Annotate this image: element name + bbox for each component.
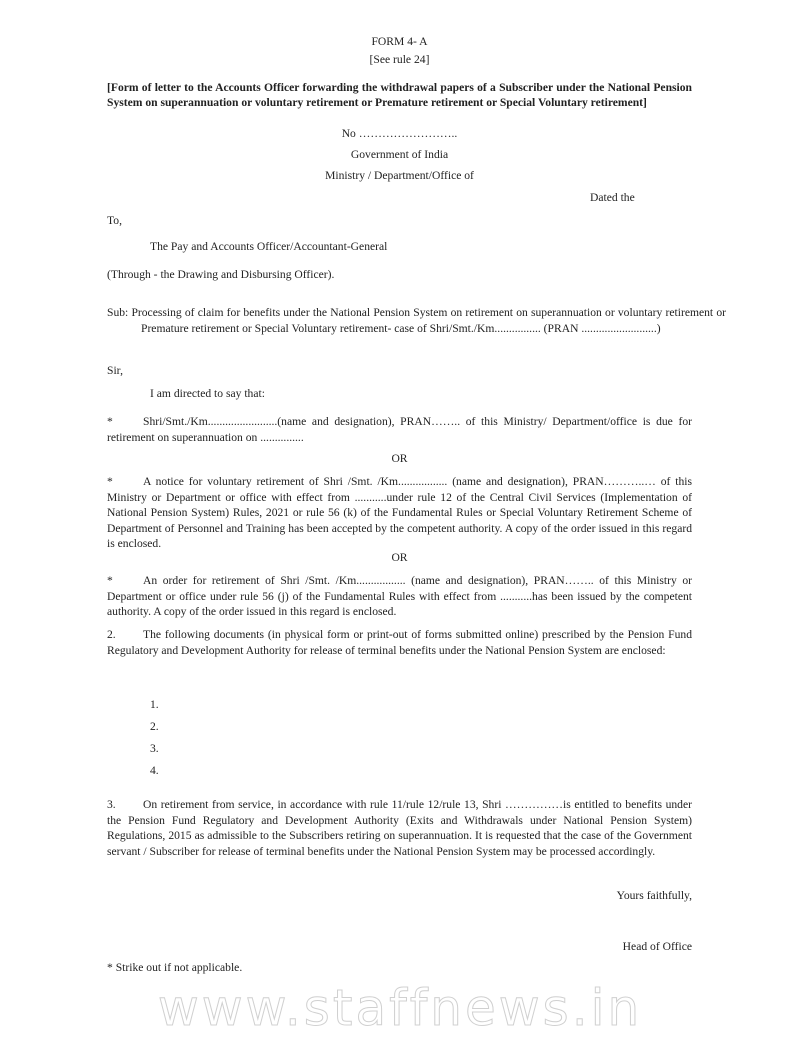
through-line: (Through - the Drawing and Disbursing Officer). xyxy=(107,268,335,281)
salutation: Sir, xyxy=(107,364,123,377)
bullet-mark: * xyxy=(107,415,113,428)
number-line: No …………………….. xyxy=(341,127,458,140)
form-title: FORM 4- A xyxy=(371,35,428,48)
document-list-item: 4. xyxy=(150,764,159,777)
dated-line: Dated the xyxy=(590,191,635,204)
option-1 xyxy=(107,414,692,445)
addressee: The Pay and Accounts Officer/Accountant-General xyxy=(150,240,388,253)
paragraph-3 xyxy=(107,797,692,859)
signatory: Head of Office xyxy=(622,940,692,953)
closing: Yours faithfully, xyxy=(616,889,692,902)
document-list-item: 1. xyxy=(150,698,159,711)
footnote: * Strike out if not applicable. xyxy=(107,961,243,974)
watermark: www.staffnews.in xyxy=(157,979,643,1037)
government-line: Government of India xyxy=(350,148,449,161)
or-separator: OR xyxy=(391,452,408,465)
bullet-mark: * xyxy=(107,475,113,488)
option-2 xyxy=(107,474,692,552)
paragraph-3-text: On retirement from service, in accordance with rule 11/rule 12/rule 13, Shri ……………is entitled to benefits under the Pension Fund Regulatory and Development Authority (Exits and Withdrawals under National Pension System) Regulations, 2015 as admissible to the Subscribers retiring on superannuation. It is requested that the case of the Government servant / Subscriber for release of terminal benefits under the National Pension System may be processed accordingly. xyxy=(107,798,692,858)
to-line: To, xyxy=(107,214,122,227)
rule-reference: [See rule 24] xyxy=(369,53,430,66)
bullet-mark: * xyxy=(107,574,113,587)
document-list-item: 2. xyxy=(150,720,159,733)
or-separator: OR xyxy=(391,551,408,564)
option-3 xyxy=(107,573,692,620)
form-heading: [Form of letter to the Accounts Officer forwarding the withdrawal papers of a Subscriber under the National Pension System on superannuation or voluntary retirement or Premature retirement or Special Voluntary retirement] xyxy=(107,81,692,109)
paragraph-2-text: The following documents (in physical form or print-out of forms submitted online) prescribed by the Pension Fund Regulatory and Development Authority for release of terminal benefits under the National Pension System are enclosed: xyxy=(107,628,692,657)
option-2-text: A notice for voluntary retirement of Shri /Smt. /Km................. (name and designation), PRAN………..… of this Ministry or Department or office with effect from ...........under rule 12 of the Central Civil Services (Implementation of National Pension System) Rules, 2021 or rule 56 (k) of the Fundamental Rules or Special Voluntary Retirement Scheme of Department of Personnel and Training has been accepted by the competent authority. A copy of the order issued in this regard is enclosed. xyxy=(107,475,692,550)
option-1-text: Shri/Smt./Km........................(name and designation), PRAN…….. of this Ministry/ Department/office is due for retirement on superannuation on ............... xyxy=(107,415,692,444)
paragraph-number: 2. xyxy=(107,628,116,641)
paragraph-number: 3. xyxy=(107,798,116,811)
paragraph-2 xyxy=(107,627,692,658)
subject: Sub: Processing of claim for benefits under the National Pension System on retirement on superannuation or voluntary retirement or Premature retirement or Special Voluntary retirement- case of Shri/Smt./Km................ (PRAN ..........................) xyxy=(107,306,726,335)
ministry-line: Ministry / Department/Office of xyxy=(325,169,474,182)
option-3-text: An order for retirement of Shri /Smt. /Km................. (name and designation), PRAN…….. of this Ministry or Department or office under rule 56 (j) of the Fundamental Rules with effect from ...........has been issued by the competent authority. A copy of the order issued in this regard is enclosed. xyxy=(107,574,692,618)
intro-line: I am directed to say that: xyxy=(150,387,265,400)
document-list-item: 3. xyxy=(150,742,159,755)
